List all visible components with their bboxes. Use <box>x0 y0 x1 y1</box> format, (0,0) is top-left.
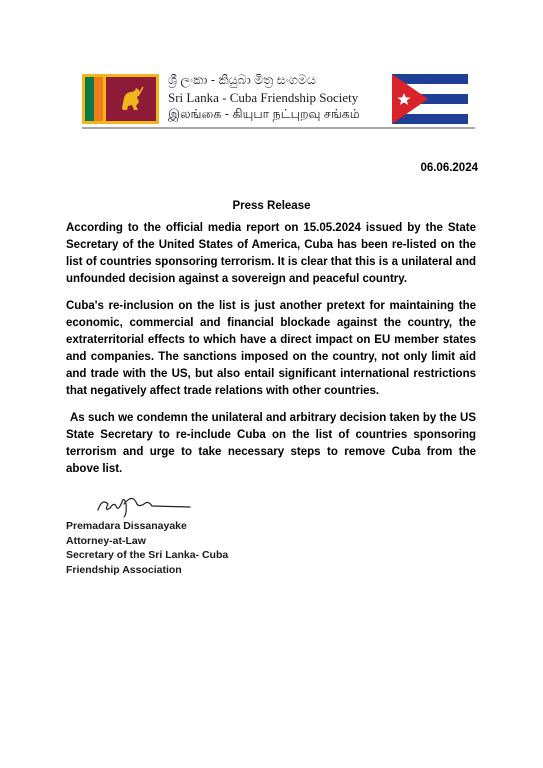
paragraph: According to the official media report on 15.05.2024 issued by the State Secretary of the United States of America, Cuba has been re-listed on the list of countries sponsoring terrorism. It is clear that this is a unilateral and unfounded decision against a sovereign and peaceful country. <box>66 222 476 285</box>
signatory-title: Attorney-at-Law <box>66 534 146 547</box>
cuba-flag-icon <box>392 74 468 124</box>
letterhead-divider <box>82 127 475 129</box>
signatory-title: Secretary of the Sri Lanka- Cuba <box>66 549 229 561</box>
society-name-sinhala: ශ්‍රී ලංකා - කියුබා මිත්‍ර සංගමය <box>168 73 316 87</box>
document-heading: Press Release <box>232 200 311 212</box>
society-name-english: Sri Lanka - Cuba Friendship Society <box>168 90 359 105</box>
paragraph: As such we condemn the unilateral and arbitrary decision taken by the US State Secretary to re-include Cuba on the list of countries sponsoring terrorism and urge to take necessary steps to remove Cuba from the above list. <box>66 412 476 475</box>
signatory-title: Friendship Association <box>66 563 182 576</box>
sri-lanka-flag-icon <box>82 74 159 124</box>
handwritten-signature-icon <box>94 490 194 518</box>
document-body <box>66 220 476 488</box>
document-date: 06.06.2024 <box>420 162 478 174</box>
lion-emblem-icon <box>118 84 144 114</box>
society-name-tamil: இலங்கை - கியுபா நட்புறவு சங்கம் <box>168 107 360 121</box>
signatory-name: Premadara Dissanayake <box>66 520 187 532</box>
letterhead <box>82 72 475 127</box>
society-name-block <box>168 72 388 123</box>
paragraph: Cuba's re-inclusion on the list is just another pretext for maintaining the economic, commercial and financial blockade against the country, the extraterritorial effects to which have a direct impact on EU member states and companies. The sanctions imposed on the country, not only limit aid and trade with the US, but also entail significant international restrictions that negatively affect trade relations with other countries. <box>66 300 476 397</box>
